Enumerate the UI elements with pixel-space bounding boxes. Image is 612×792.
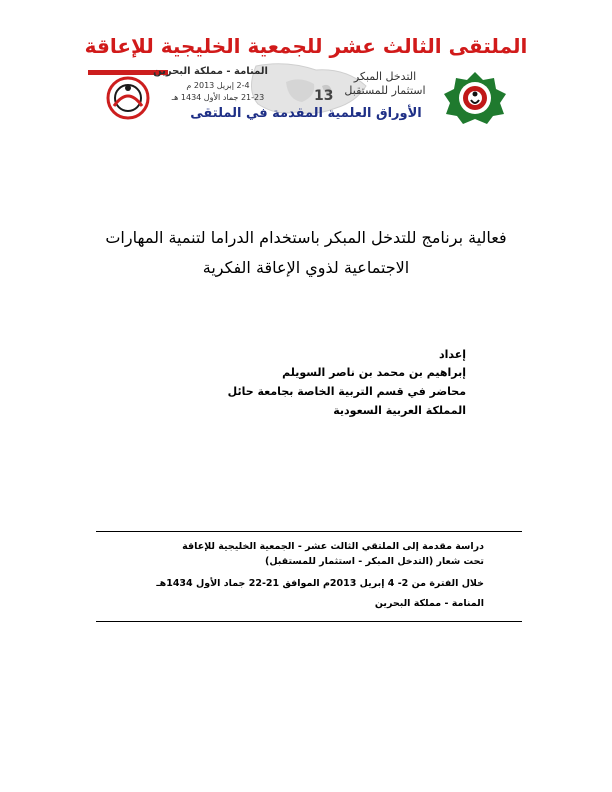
author-country: المملكة العربية السعودية [333, 404, 466, 417]
footer-line-2: تحت شعار (التدخل المبكر - استثمار للمستقبل) [264, 556, 484, 567]
author-position: محاضر في قسم التربية الخاصة بجامعة حائل [227, 385, 466, 398]
header-subtitle: الأوراق العلمية المقدمة في الملتقى [190, 106, 422, 121]
footer-line-3: خلال الفترة من 2- 4 إبريل 2013م الموافق 21-22 جماد الأول 1434هـ [156, 578, 484, 589]
event-location: المنامة - مملكة البحرين [153, 66, 268, 77]
paper-title-line-2: الاجتماعية لذوي الإعاقة الفكرية [202, 258, 410, 277]
motto-line-1: التدخل المبكر [353, 70, 417, 83]
motto-line-2: استثمار للمستقبل [344, 84, 426, 97]
event-hijri-dates: 21-23 جماد الأول 1434 هـ [171, 93, 265, 102]
paper-title-line-1: فعالية برنامج للتدخل المبكر باستخدام الدراما لتنمية المهارات [105, 228, 507, 247]
session-number-badge: 13 [314, 88, 334, 104]
prepared-by-label: إعداد [438, 348, 466, 361]
author-name: إبراهيم بن محمد بن ناصر السويلم [282, 366, 466, 379]
event-dates: 2-4 إبريل 2013 م [186, 81, 250, 90]
footer-top-rule [96, 531, 522, 532]
footer-bottom-rule [96, 621, 522, 622]
footer-line-4: المنامة - مملكة البحرين [374, 598, 484, 609]
conference-title: الملتقى الثالث عشر للجمعية الخليجية للإعاقة [84, 34, 528, 58]
footer-line-1: دراسة مقدمة إلى الملتقي الثالث عشر - الجمعية الخليجية للإعاقة [182, 541, 484, 552]
